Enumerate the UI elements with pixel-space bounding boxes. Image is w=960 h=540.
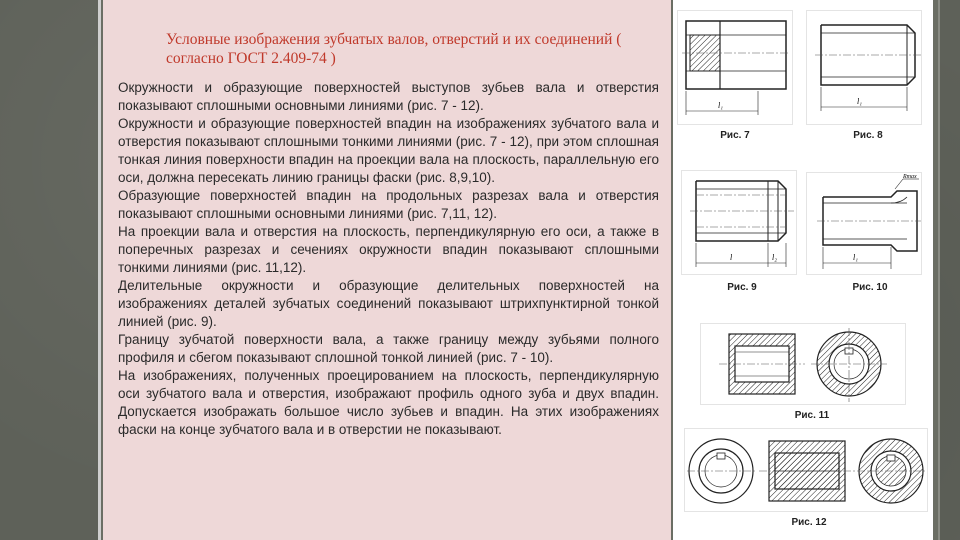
paragraph-2: Окружности и образующие поверхностей впадин на изображениях зубчатого вала и отверстия показывают сплошными тонкими линиями (рис. 7 - 12), при этом сплошная тонкая линия поверхности впадин на проекции вала на плоскость, параллельную его оси, должна пересекать линию границы фаски (рис. 8,9,10). bbox=[118, 116, 659, 185]
figure-8-caption: Рис. 8 bbox=[853, 130, 883, 141]
fig9-dim-label-1: l bbox=[730, 253, 733, 262]
figure-11-caption: Рис. 11 bbox=[794, 410, 830, 421]
paragraph-4: На проекции вала и отверстия на плоскость, перпендикулярную его оси, а также в поперечных разрезах и сечениях окружности впадин показывают сплошными тонкими линиями (рис. 11,12). bbox=[118, 224, 659, 275]
paragraph-1: Окружности и образующие поверхностей выступов зубьев вала и отверстия показывают сплошными основными линиями (рис. 7 - 12). bbox=[118, 80, 659, 113]
paragraph-3: Образующие поверхностей впадин на продольных разрезах вала и отверстия показывают сплошными основными линиями (рис. 7,11, 12). bbox=[118, 188, 659, 221]
figure-10-caption: Рис. 10 bbox=[852, 282, 888, 293]
paragraph-5: Делительные окружности и образующие делительных поверхностей на изображениях деталей зубчатых соединений показывают штрихпунктирной тонкой линией (рис. 9). bbox=[118, 278, 659, 329]
figure-10 bbox=[806, 172, 922, 275]
figure-8 bbox=[806, 10, 922, 125]
figure-7 bbox=[677, 10, 793, 125]
figure-11 bbox=[700, 323, 906, 405]
paragraph-7: На изображениях, полученных проецированием на плоскость, перпендикулярную оси зубчатого вала и отверстия, изображают профиль одного зуба и двух впадин. Допускается изображать большое число зубьев и впадин. На этих изображениях фаски на конце зубчатого вала и в отверстии не показывают. bbox=[118, 368, 659, 437]
figure-9 bbox=[681, 170, 797, 275]
figure-12 bbox=[684, 428, 928, 512]
figure-12-caption: Рис. 12 bbox=[791, 517, 827, 528]
fig9-dim-label-2: l₂ bbox=[772, 253, 778, 262]
figure-7-caption: Рис. 7 bbox=[720, 130, 750, 141]
slide-title: Условные изображения зубчатых валов, отверстий и их соединений ( согласно ГОСТ 2.409-74 ) bbox=[166, 31, 622, 67]
fig10-dim-label: l₁ bbox=[853, 253, 859, 262]
body-text bbox=[118, 79, 659, 439]
fig8-dim-label: l₁ bbox=[857, 97, 863, 106]
figure-9-caption: Рис. 9 bbox=[727, 282, 757, 293]
fig7-dim-label: l₁ bbox=[718, 101, 724, 110]
fig10-note-label: Rmax bbox=[903, 174, 917, 180]
paragraph-6: Границу зубчатой поверхности вала, а также границу между зубьями полного профиля и сбегом показывают сплошной тонкой линией (рис. 7 - 10). bbox=[118, 332, 659, 365]
